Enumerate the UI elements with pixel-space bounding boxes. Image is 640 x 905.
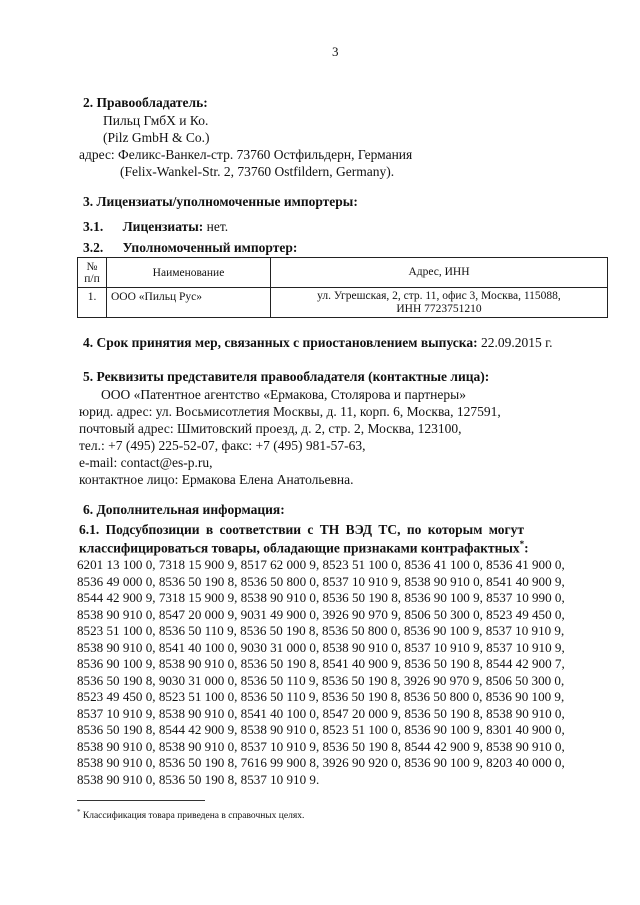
table-row <box>78 288 608 318</box>
footnote-marker: * <box>519 539 525 549</box>
section-4-value: 22.09.2015 г. <box>477 335 553 350</box>
contact-postal-address: почтовый адрес: Шмитовский проезд, д. 2, стр. 2, Москва, 123100, <box>79 421 462 436</box>
list-item: 8538 90 910 0, 8547 20 000 9, 9031 49 900 0, 3926 90 970 9, 8506 50 300 0, 8523 49 450 0, <box>77 606 565 622</box>
col-header-address: Адрес, ИНН <box>271 258 608 288</box>
list-item: 8536 49 000 0, 8536 50 190 8, 8536 50 800 0, 8537 10 910 9, 8538 90 910 0, 8541 40 900 9, <box>77 573 565 589</box>
cell-name: ООО «Пильц Рус» <box>107 288 271 318</box>
footnote-divider <box>77 800 205 801</box>
section-3-heading: 3. Лицензиаты/уполномоченные импортеры: <box>83 194 358 209</box>
rightholder-name-en: (Pilz GmbH & Co.) <box>103 130 210 145</box>
section-3-1 <box>83 219 228 235</box>
cell-number: 1. <box>78 288 107 318</box>
col-header-number: № п/п <box>78 258 107 288</box>
list-item: 8538 90 910 0, 8536 50 190 8, 8537 10 910 9. <box>77 771 320 787</box>
col-header-name: Наименование <box>107 258 271 288</box>
hs-codes-list <box>77 557 613 788</box>
section-5-heading: 5. Реквизиты представителя правообладателя (контактные лица): <box>83 369 490 384</box>
importer-table <box>77 257 608 318</box>
list-item: 8544 42 900 9, 7318 15 900 9, 8538 90 910 0, 8536 50 190 8, 8536 90 100 9, 8537 10 990 0, <box>77 590 565 605</box>
contact-person: контактное лицо: Ермакова Елена Анатольевна. <box>79 472 354 487</box>
rightholder-address-ru: адрес: Феликс-Ванкел-стр. 73760 Остфильдерн, Германия <box>79 147 413 162</box>
list-item: 8538 90 910 0, 8541 40 100 0, 9030 31 000 0, 8538 90 910 0, 8537 10 910 9, 8537 10 910 9, <box>77 639 565 655</box>
cell-address <box>271 288 608 318</box>
section-4 <box>83 335 553 351</box>
rightholder-address-en: (Felix-Wankel-Str. 2, 73760 Ostfildern, Germany). <box>120 164 395 179</box>
section-3-2-label: 3.2. <box>83 240 104 255</box>
list-item: 8523 49 450 0, 8523 51 100 0, 8536 50 110 9, 8536 50 190 8, 8536 50 800 0, 8536 90 100 9, <box>77 689 565 704</box>
list-item: 8536 50 190 8, 8544 42 900 9, 8538 90 910 0, 8523 51 100 0, 8536 90 100 9, 8301 40 900 0, <box>77 722 565 737</box>
section-6-1-line1: 6.1. Подсубпозиции в соответствии с ТН ВЭД ТС, по которым могут <box>79 522 525 537</box>
list-item: 8523 51 100 0, 8536 50 110 9, 8536 50 190 8, 8536 50 800 0, 8536 90 100 9, 8537 10 910 9, <box>77 623 565 638</box>
footnote <box>77 808 304 821</box>
contact-legal-address: юрид. адрес: ул. Восьмисотлетия Москвы, д. 11, корп. 6, Москва, 127591, <box>79 404 501 419</box>
section-3-1-title: Лицензиаты: <box>122 219 204 234</box>
list-item: 8538 90 910 0, 8536 50 190 8, 7616 99 900 8, 3926 90 920 0, 8536 90 100 9, 8203 40 000 0, <box>77 755 565 770</box>
importer-table-header <box>78 258 608 288</box>
list-item: 6201 13 100 0, 7318 15 900 9, 8517 62 000 9, 8523 51 100 0, 8536 41 100 0, 8536 41 900 0, <box>77 557 565 572</box>
section-6-heading: 6. Дополнительная информация: <box>83 502 285 517</box>
cell-address-line: ул. Угрешская, 2, стр. 11, офис 3, Москва, 115088, <box>317 289 561 302</box>
section-3-1-label: 3.1. <box>83 219 104 234</box>
contact-email: e-mail: contact@es-p.ru, <box>79 455 213 470</box>
footnote-mark: * <box>77 808 81 816</box>
section-2-heading: 2. Правообладатель: <box>83 95 208 110</box>
list-item: 8536 50 190 8, 9030 31 000 0, 8536 50 110 9, 8536 50 190 8, 3926 90 970 9, 8506 50 300 0, <box>77 672 565 688</box>
cell-inn: ИНН 7723751210 <box>396 302 482 315</box>
contact-company: ООО «Патентное агентство «Ермакова, Столярова и партнеры» <box>101 387 466 402</box>
section-3-1-value: нет. <box>203 219 229 234</box>
section-4-heading: 4. Срок принятия мер, связанных с приостановлением выпуска: <box>83 335 478 350</box>
section-3-2 <box>83 240 297 256</box>
list-item: 8537 10 910 9, 8538 90 910 0, 8541 40 100 0, 8547 20 000 9, 8536 50 190 8, 8538 90 910 0, <box>77 705 565 721</box>
list-item: 8538 90 910 0, 8538 90 910 0, 8537 10 910 9, 8536 50 190 8, 8544 42 900 9, 8538 90 910 0, <box>77 738 565 754</box>
section-6-1-colon: : <box>524 540 529 556</box>
page-number: 3 <box>332 44 339 59</box>
rightholder-name-ru: Пильц ГмбХ и Ко. <box>103 113 209 128</box>
section-6-1-text: классифицироваться товары, обладающие признаками контрафактных <box>79 540 520 556</box>
footnote-text: Классификация товара приведена в справочных целях. <box>80 811 305 822</box>
section-3-2-title: Уполномоченный импортер: <box>122 240 298 255</box>
section-6-1-line2 <box>79 539 529 557</box>
list-item: 8536 90 100 9, 8538 90 910 0, 8536 50 190 8, 8541 40 900 9, 8536 50 190 8, 8544 42 900 7, <box>77 656 565 671</box>
contact-phone-fax: тел.: +7 (495) 225-52-07, факс: +7 (495) 981-57-63, <box>79 438 366 453</box>
